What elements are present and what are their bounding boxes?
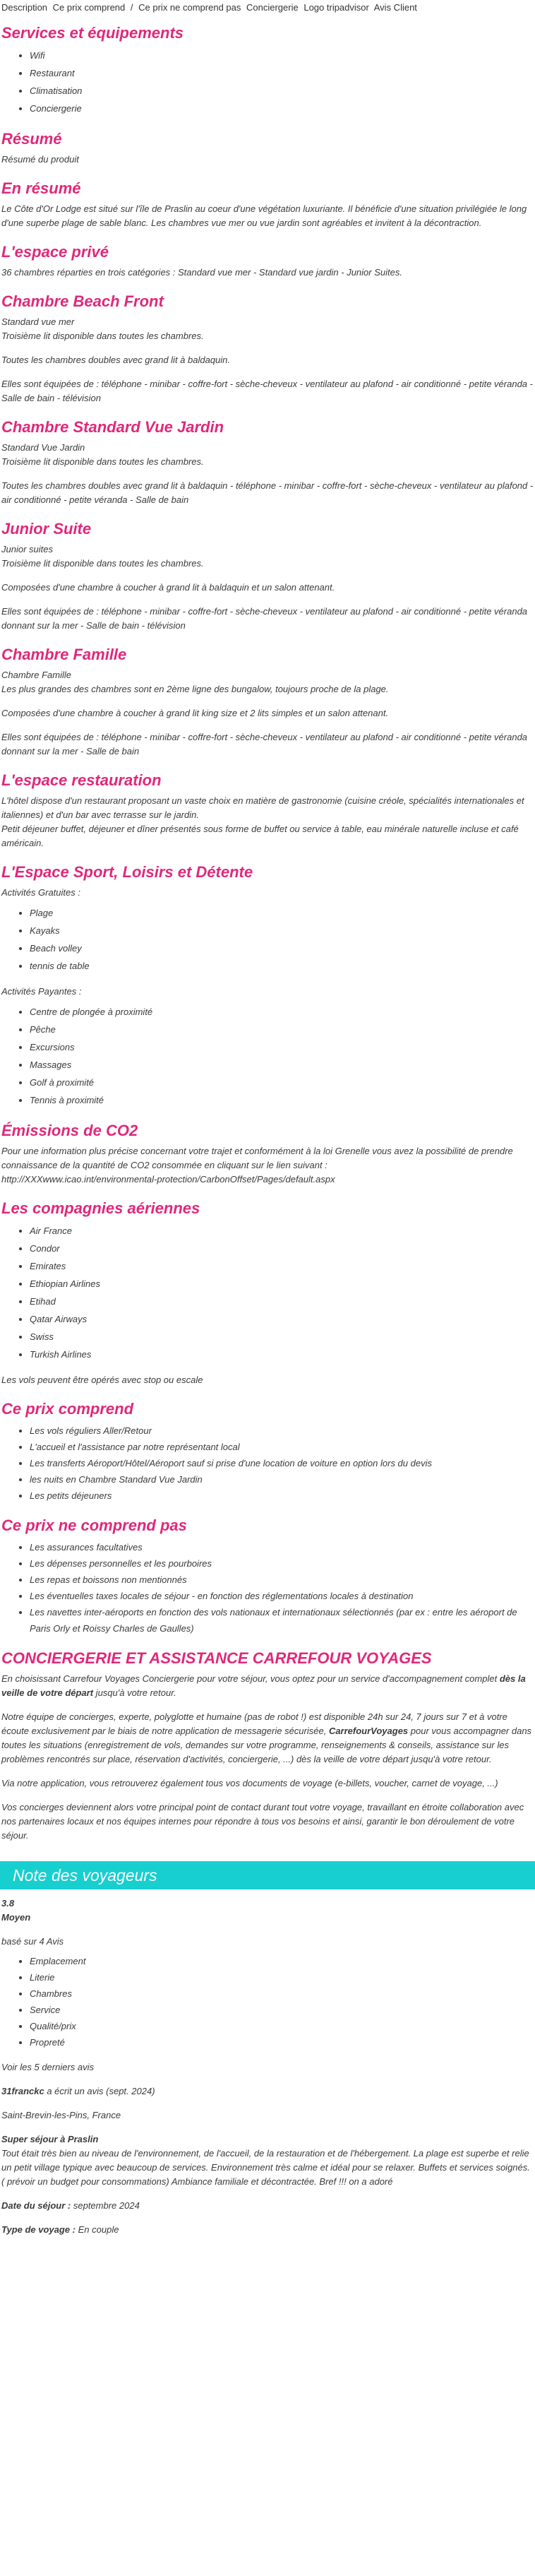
ce-prix-ne-comprend-pas-heading: Ce prix ne comprend pas: [1, 1516, 187, 1534]
junior-line2: Troisième lit disponible dans toutes les chambres.: [1, 558, 204, 569]
review-title: Super séjour à Praslin: [1, 2134, 99, 2144]
resume-heading: Résumé: [1, 130, 62, 148]
beach-front-line2: Troisième lit disponible dans toutes les chambres.: [1, 331, 204, 341]
services-heading: Services et équipements: [1, 24, 184, 42]
list-item: • Pêche: [30, 1021, 534, 1038]
list-item: • Etihad: [30, 1293, 534, 1310]
tab-description[interactable]: Description: [1, 2, 48, 13]
vue-jardin-line2: Troisième lit disponible dans toutes les chambres.: [1, 456, 204, 467]
review-author: 31franckc: [1, 2086, 44, 2096]
co2-heading: Émissions de CO2: [1, 1122, 138, 1139]
brand-name: CarrefourVoyages: [328, 1726, 409, 1736]
services-list: [1, 47, 534, 117]
list-item: • Les transferts Aéroport/Hôtel/Aéroport sauf si prise d'une location de voiture en option lors du devis: [30, 1455, 534, 1471]
list-item: • Turkish Airlines: [30, 1346, 534, 1363]
vue-jardin-equipment: Toutes les chambres doubles avec grand lit à baldaquin - téléphone - minibar - coffre-fort - sèche-cheveux - ventilateur au plafond - air conditionné - petite véranda - Salle de bain: [1, 480, 534, 505]
review-trip-type: [1, 2223, 534, 2237]
famille-text: Composées d'une chambre à coucher à grand lit king size et 2 lits simples et un salon attenant.: [1, 708, 389, 718]
sport-heading: L'Espace Sport, Loisirs et Détente: [1, 863, 253, 881]
list-item: • Les repas et boissons non mentionnés: [30, 1572, 534, 1588]
list-item: • Chambres: [30, 1986, 534, 2002]
beach-front-heading: Chambre Beach Front: [1, 292, 164, 310]
see-last-reviews-link[interactable]: Voir les 5 derniers avis: [1, 2062, 95, 2072]
tab-avis-client[interactable]: Avis Client: [373, 2, 417, 13]
famille-heading: Chambre Famille: [1, 646, 127, 663]
conciergerie-p4: Vos concierges deviennent alors votre principal point de contact durant tout votre voyage, travaillant en étroite collaboration avec nos partenaires locaux et nos équipes internes pour répondre à tous vos besoins et ainsi, garantir le bon déroulement de votre séjour.: [1, 1802, 524, 1841]
review-location: Saint-Brevin-les-Pins, France: [1, 2110, 121, 2120]
list-item: • Kayaks: [30, 922, 534, 939]
activites-payantes-label: Activités Payantes :: [1, 986, 82, 997]
list-item: • Emplacement: [30, 1953, 534, 1969]
list-item: • Beach volley: [30, 939, 534, 957]
junior-text: Composées d'une chambre à coucher à grand lit à baldaquin et un salon attenant.: [1, 582, 335, 593]
en-resume-text: Le Côte d'Or Lodge est situé sur l'île de Praslin au coeur d'une végétation luxuriante. Il bénéficie d'une situation privilégiée le long d'une superbe plage de sable blanc. Les chambres vue mer ou vue jardin sont agréables et invitent à la décontraction.: [1, 203, 527, 228]
reviews-banner: Note des voyageurs: [0, 1861, 535, 1889]
compagnies-heading: Les compagnies aériennes: [1, 1199, 200, 1217]
list-item: • Wifi: [30, 47, 534, 64]
restauration-line2: Petit déjeuner buffet, déjeuner et dîner présentés sous forme de buffet ou service à table, eau minérale naturelle incluse et café américain.: [1, 824, 519, 848]
review-wrote: a écrit un avis (sept. 2024): [44, 2086, 155, 2096]
resume-text: Résumé du produit: [1, 154, 79, 165]
list-item: • Climatisation: [30, 82, 534, 100]
list-item: • Golf à proximité: [30, 1074, 534, 1091]
list-item: • Les dépenses personnelles et les pourboires: [30, 1555, 534, 1572]
review-score: 3.8: [1, 1898, 15, 1909]
reviews-section: [0, 1897, 535, 2237]
espace-prive-heading: L'espace privé: [1, 243, 109, 261]
description-content: [0, 24, 535, 1843]
list-item: • Les éventuelles taxes locales de séjour - en fonction des réglementations locales à destination: [30, 1588, 534, 1604]
review-rating-word: Moyen: [1, 1912, 31, 1923]
list-item: • Excursions: [30, 1038, 534, 1056]
ce-prix-comprend-list: [1, 1423, 534, 1504]
junior-line1: Junior suites: [1, 544, 53, 554]
text-segment: pour vous accompagner dans toutes les situations (enregistrement de vols, demandes sur votre programme, renseignements & conseils, assistance sur les problèmes rencontrés sur place, réservation d'activités, conciergerie, ...) dès la veille de votre départ jusqu'à votre retour.: [1, 1726, 532, 1764]
list-item: • Emirates: [30, 1257, 534, 1275]
famille-line1: Chambre Famille: [1, 670, 71, 680]
restauration-line1: L'hôtel dispose d'un restaurant proposant un vaste choix en matière de gastronomie (cuisine créole, spécialités internationales et italiennes) et d'un bar avec terrasse sur le jardin.: [1, 795, 524, 820]
conciergerie-p2: [1, 1710, 534, 1767]
junior-suite-heading: Junior Suite: [1, 520, 92, 538]
text-segment: Notre équipe de concierges, experte, polyglotte et humaine (pas de robot !) est disponible 24h sur 24, 7 jours sur 7 et à votre écoute exclusivement par le biais de notre application de messagerie sécurisée,: [1, 1711, 507, 1736]
famille-equipment: Elles sont équipées de : téléphone - minibar - coffre-fort - sèche-cheveux - ventilateur au plafond - air conditionné - petite véranda donnant sur la mer - Salle de bain: [1, 732, 528, 756]
en-resume-heading: En résumé: [1, 179, 81, 197]
review-count: basé sur 4 Avis: [1, 1936, 64, 1947]
list-item: • Les petits déjeuners: [30, 1488, 534, 1504]
famille-line2: Les plus grandes des chambres sont en 2ème ligne des bungalow, toujours proche de la plage.: [1, 684, 389, 694]
list-item: • Service: [30, 2002, 534, 2018]
conciergerie-p3: Via notre application, vous retrouverez également tous vos documents de voyage (e-billets, voucher, carnet de voyage, ...): [1, 1778, 498, 1788]
junior-equipment: Elles sont équipées de : téléphone - minibar - coffre-fort - sèche-cheveux - ventilateur au plafond - air conditionné - petite véranda donnant sur la mer - Salle de bain - télévision: [1, 606, 528, 631]
activites-gratuites-label: Activités Gratuites :: [1, 887, 80, 898]
list-item: • Air France: [30, 1222, 534, 1240]
list-item: • Literie: [30, 1969, 534, 1986]
list-item: • Massages: [30, 1056, 534, 1074]
highlight-text: dès la veille de votre départ: [1, 1673, 526, 1698]
review-date-value: septembre 2024: [71, 2200, 140, 2211]
list-item: • Ethiopian Airlines: [30, 1275, 534, 1293]
tab-bar: [0, 0, 535, 17]
list-item: • Les navettes inter-aéroports en fonction des vols nationaux et internationaux sélectionnés (par ex : entre les aéroport de Paris Orly et Roissy Charles de Gaulles): [30, 1604, 534, 1637]
review-date: [1, 2199, 534, 2213]
list-item: • Condor: [30, 1240, 534, 1257]
tab-logo-tripadvisor[interactable]: Logo tripadvisor: [303, 2, 369, 13]
review-trip-type-label: Type de voyage :: [1, 2224, 76, 2235]
review-criteria-list: [1, 1953, 534, 2050]
vue-jardin-heading: Chambre Standard Vue Jardin: [1, 418, 224, 436]
tab-ce-prix-ne-comprend-pas[interactable]: Ce prix ne comprend pas: [138, 2, 241, 13]
review-trip-type-value: En couple: [76, 2224, 119, 2235]
list-item: • Propreté: [30, 2034, 534, 2050]
ce-prix-comprend-heading: Ce prix comprend: [1, 1400, 134, 1418]
list-item: • tennis de table: [30, 957, 534, 975]
list-item: • Plage: [30, 904, 534, 922]
activites-payantes-list: [1, 1003, 534, 1109]
ce-prix-ne-comprend-pas-list: [1, 1539, 534, 1637]
conciergerie-heading: CONCIERGERIE ET ASSISTANCE CARREFOUR VOYAGES: [1, 1649, 432, 1667]
co2-link[interactable]: http://XXXwww.icao.int/environmental-protection/CarbonOffset/Pages/default.aspx: [1, 1174, 335, 1185]
restauration-heading: L'espace restauration: [1, 771, 162, 789]
activites-gratuites-list: [1, 904, 534, 975]
tab-separator: /: [130, 2, 133, 13]
review-text: Tout était très bien au niveau de l'environnement, de l'accueil, de la restauration et de l'hébergement. La plage est superbe et relie un petit village typique avec beaucoup de services. Environnement très calme et idéal pour se relaxer. Buffets et services soignés. ( prévoir un budget pour consommations) Ambiance familiale et décontractée. Bref !!! on a adoré: [1, 2148, 530, 2187]
text-segment: jusqu'à votre retour.: [93, 1687, 176, 1698]
espace-prive-text: 36 chambres réparties en trois catégories : Standard vue mer - Standard vue jardin - Junior Suites.: [1, 267, 402, 278]
conciergerie-p1: [1, 1672, 534, 1700]
list-item: • Les assurances facultatives: [30, 1539, 534, 1555]
list-item: • Centre de plongée à proximité: [30, 1003, 534, 1021]
list-item: • Qatar Airways: [30, 1310, 534, 1328]
review-author-line: [1, 2084, 534, 2099]
compagnies-note: Les vols peuvent être opérés avec stop ou escale: [1, 1375, 203, 1385]
beach-front-text: Toutes les chambres doubles avec grand lit à baldaquin.: [1, 355, 231, 365]
text-segment: En choisissant Carrefour Voyages Conciergerie pour votre séjour, vous optez pour un service d'accompagnement complet: [1, 1673, 500, 1684]
list-item: • Swiss: [30, 1328, 534, 1346]
list-item: • les nuits en Chambre Standard Vue Jardin: [30, 1471, 534, 1488]
tab-conciergerie[interactable]: Conciergerie: [246, 2, 299, 13]
co2-text: Pour une information plus précise concernant votre trajet et conformément à la loi Grenelle vous avez la possibilité de prendre connaissance de la quantité de CO2 consommée en cliquant sur le lien suivant :: [1, 1146, 513, 1170]
list-item: • Conciergerie: [30, 100, 534, 117]
list-item: • L'accueil et l'assistance par notre représentant local: [30, 1439, 534, 1455]
list-item: • Qualité/prix: [30, 2018, 534, 2034]
tab-ce-prix-comprend[interactable]: Ce prix comprend: [52, 2, 126, 13]
beach-front-line1: Standard vue mer: [1, 316, 75, 327]
list-item: • Tennis à proximité: [30, 1091, 534, 1109]
vue-jardin-line1: Standard Vue Jardin: [1, 442, 85, 453]
compagnies-list: [1, 1222, 534, 1363]
list-item: • Les vols réguliers Aller/Retour: [30, 1423, 534, 1439]
review-date-label: Date du séjour :: [1, 2200, 71, 2211]
list-item: • Restaurant: [30, 64, 534, 82]
beach-front-equipment: Elles sont équipées de : téléphone - minibar - coffre-fort - sèche-cheveux - ventilateur au plafond - air conditionné - petite véranda - Salle de bain - télévision: [1, 379, 533, 403]
